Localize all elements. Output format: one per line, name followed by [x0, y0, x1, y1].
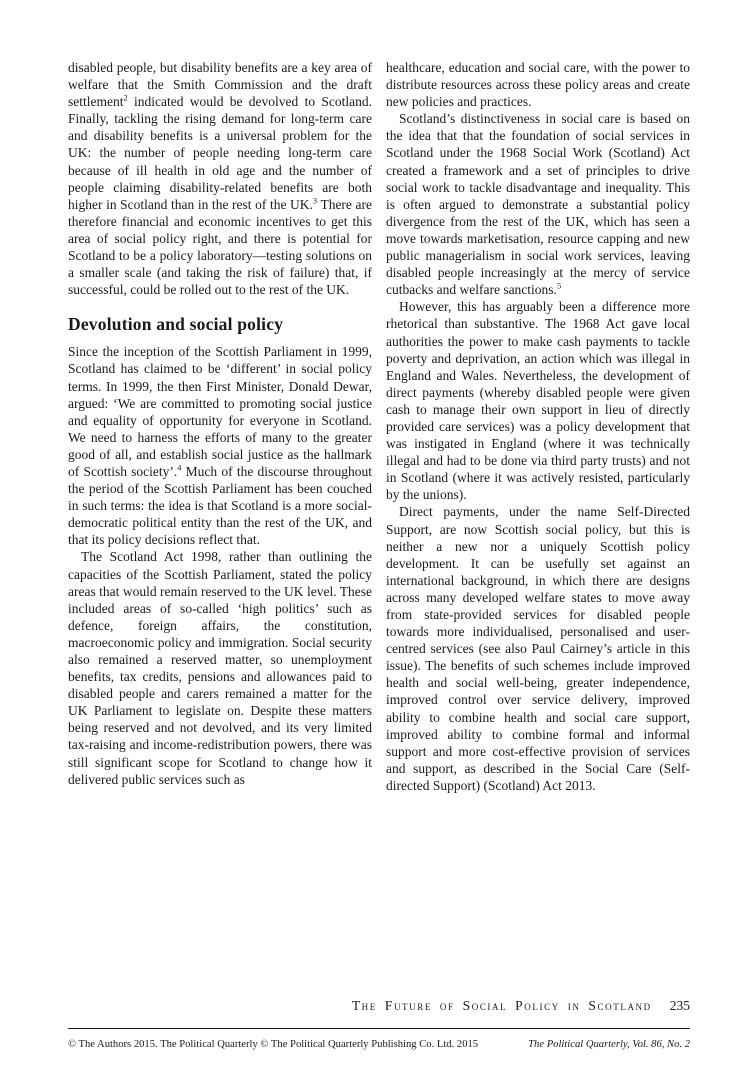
- paragraph-text: However, this has arguably been a difference more rhetorical than substantive. The 1968 Act gave local authorities the power to make cash payments to tackle poverty and deprivation, an action which was illegal in England and Wales. Nevertheless, the development of direct payments (whereby disabled people were given cash to manage their own support in lieu of directly provided care services) was a policy development that was instigated in England (where it was technically illegal and had to be done via third party trusts) and not in Scotland (where it was actively resisted, particularly by the unions).: [386, 299, 690, 503]
- paragraph-text: The Scotland Act 1998, rather than outlining the capacities of the Scottish Parliament, stated the policy areas that would remain reserved to the UK level. These included areas of so-called ‘high politics’ such as defence, foreign affairs, the constitution, macroeconomic policy and immigration. Social security also remained a reserved matter, so unemployment benefits, tax credits, pensions and allowances paid to disabled people and carers remained a matter for the UK Parliament to legislate on. Despite these matters being reserved and not devolved, and its very limited tax-raising and income-redistribution powers, there was still significant scope for Scotland to change how it delivered public services such as: [68, 549, 372, 787]
- paragraph-text: Direct payments, under the name Self-Directed Support, are now Scottish social policy, but this is neither a new nor a uniquely Scottish policy development. It can be usefully set against an international background, in which there are designs across many developed welfare states to move away from state-provided services for disabled people towards more individualised, personalised and user-centred services (see also Paul Cairney’s article in this issue). The benefits of such schemes include improved health and social well-being, greater independence, improved control over service delivery, improved ability to combine health and social care support, improved ability to combine formal and informal support and more cost-effective provision of services and support, as described in the Social Care (Self-directed Support) (Scotland) Act 2013.: [386, 504, 690, 793]
- left-column: [68, 59, 372, 794]
- paragraph-text: Since the inception of the Scottish Parliament in 1999, Scotland has claimed to be ‘different’ in social policy terms. In 1999, the then First Minister, Donald Dewar, argued: ‘We are committed to promoting social justice and equality of opportunity for everyone in Scotland. We need to harness the efforts of many to the greater good of all, and establish social justice as the hallmark of Scottish society’.: [68, 344, 372, 479]
- journal-citation: The Political Quarterly, Vol. 86, No. 2: [528, 1039, 690, 1050]
- paragraph-text: indicated would be devolved to Scotland. Finally, tackling the rising demand for long-term care and disability benefits is a universal problem for the UK: the number of people needing long-term care because of ill health in old age and the number of people claiming disability-related benefits are both higher in Scotland than in the rest of the UK.: [68, 94, 372, 212]
- paragraph: [386, 59, 690, 110]
- running-title: The Future of Social Policy in Scotland: [351, 998, 652, 1013]
- section-heading: Devolution and social policy: [68, 314, 284, 335]
- copyright-line: [68, 1038, 690, 1051]
- footnote-ref: 2: [123, 93, 128, 103]
- paragraph-text: Much of the discourse throughout the period of the Scottish Parliament has been couched in such terms: the idea is that Scotland is a more social-democratic political entity than the rest of the UK, and that its policy decisions reflect that.: [68, 463, 372, 548]
- page-number: 235: [669, 998, 690, 1013]
- paragraph: [386, 503, 690, 794]
- footnote-ref: 4: [177, 463, 182, 473]
- article-body: [68, 59, 690, 794]
- footnote-ref: 3: [312, 196, 318, 206]
- paragraph: [68, 343, 372, 548]
- paragraph: [68, 548, 372, 787]
- right-column: [386, 59, 690, 794]
- footnote-ref: 5: [556, 281, 562, 291]
- paragraph-text: disabled people, but disability benefits are a key area of welfare that the Smith Commission and the draft settlement: [68, 60, 372, 110]
- paragraph: [386, 110, 690, 298]
- paragraph: [68, 59, 372, 298]
- footer-rule: [68, 1028, 690, 1029]
- paragraph: [386, 298, 690, 503]
- copyright-text: © The Authors 2015. The Political Quarterly © The Political Quarterly Publishing Co. Ltd. 2015: [68, 1039, 479, 1050]
- paragraph-text: Scotland’s distinctiveness in social care is based on the idea that that the foundation of social services in Scotland under the 1968 Social Work (Scotland) Act created a framework and a set of principles to drive social work to tackle disadvantage and inequality. This is often argued to demonstrate a substantial policy divergence from the rest of the UK, which has seen a move towards marketisation, resource capping and new public managerialism in social work services, leaving disabled people increasingly at the mercy of service cutbacks and welfare sanctions.: [386, 111, 690, 298]
- running-footer: [68, 997, 690, 1015]
- paragraph-text: healthcare, education and social care, with the power to distribute resources across these policy areas and create new policies and practices.: [386, 60, 690, 110]
- paragraph-text: There are therefore financial and economic incentives to get this area of social policy right, and there is potential for Scotland to be a policy laboratory—testing solutions on a smaller scale (and taking the risk of failure) that, if successful, could be rolled out to the rest of the UK.: [68, 196, 372, 298]
